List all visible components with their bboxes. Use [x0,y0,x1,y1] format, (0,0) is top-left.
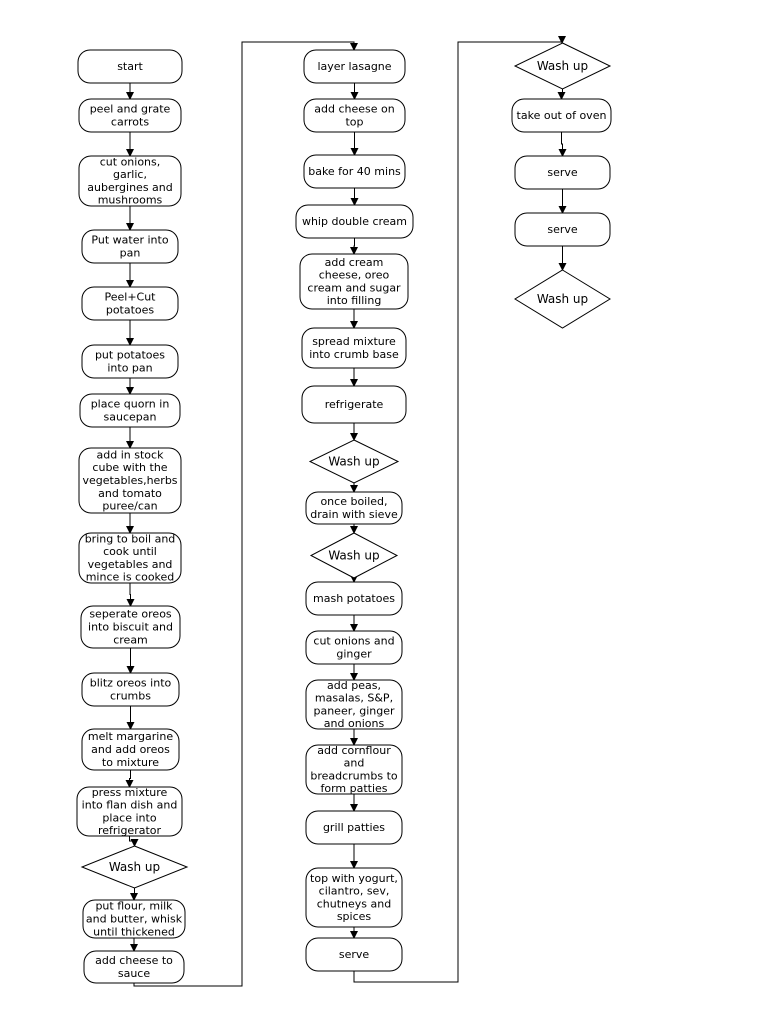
flow-arrow [562,89,563,99]
step-label-line: serve [547,166,578,179]
step-label-line: bake for 40 mins [308,165,401,178]
flow-step-c2n1 [304,50,405,83]
step-label-line: breadcrumbs to [310,769,398,783]
step-label-line: Wash up [108,860,161,874]
flow-step-c2n9 [306,492,402,524]
flow-arrow [562,132,563,156]
step-label-line: sauce [117,966,151,980]
step-label-line: cream [113,633,148,647]
step-label-line: melt margarine [87,730,174,744]
step-label-line: mushrooms [97,193,163,207]
step-label-line: saucepan [103,410,157,424]
step-label-line: until thickened [93,925,175,939]
step-label-line: into pan [107,361,153,375]
step-label-line: cilantro, sev, [318,884,390,898]
step-label-line: into flan dish and [81,798,178,812]
step-label-line: add cream [324,255,384,269]
step-label-line: and onions [323,717,385,731]
decision-c2n10 [311,533,397,578]
step-label-line: cut onions and [313,634,395,648]
step-label-line: refrigerator [97,824,162,838]
flow-step-c1n8 [79,448,181,513]
flow-step-c2n15 [306,811,402,844]
step-label-line: pan [119,246,141,260]
step-label-line: cheese, oreo [318,268,390,282]
flow-step-c2n2 [304,99,405,132]
step-label-line: bring to boil and [84,532,176,546]
flow-step-c2n11 [306,582,402,615]
flow-step-c2n12 [306,631,402,664]
step-label-line: refrigerate [324,398,384,411]
flow-step-c1n3 [79,155,181,206]
flow-arrow [134,888,135,900]
flow-step-c2n3 [304,155,405,188]
step-label-line: grill patties [322,821,386,834]
step-label-line: blitz oreos into [89,676,172,690]
step-label-line: potatoes [105,303,155,317]
flow-arrow [130,583,131,606]
step-label-line: top with yogurt, [310,871,398,885]
step-label-line: start [117,60,143,73]
flow-step-c2n17 [306,938,402,971]
flow-step-c2n13 [306,679,402,730]
flow-step-c2n5 [300,254,408,309]
step-label-line: serve [338,948,370,961]
flow-step-c1n5 [82,287,178,320]
step-label-line: serve [547,223,578,236]
flow-step-c3n3 [515,156,610,189]
flow-arrow [130,770,131,787]
decision-c3n5 [515,270,610,328]
flow-step-c2n14 [306,744,402,795]
flow-step-c2n7 [302,386,406,423]
flow-step-c1n2 [79,99,181,132]
step-label-line: paneer, ginger [313,704,395,718]
step-label-line: take out of oven [516,109,607,122]
flow-step-c1n13 [77,786,182,837]
flow-step-c2n16 [306,868,402,927]
step-label-line: form patties [320,782,388,796]
flow-step-c1n11 [82,673,179,706]
decision-c2n8 [310,440,398,483]
flow-step-c2n4 [296,205,413,238]
step-label-line: and butter, whisk [85,912,183,926]
step-label-line: add in stock [96,448,164,462]
step-label-line: add cornflour [317,743,391,757]
flow-step-c1n6 [82,345,178,378]
step-label-line: put potatoes [94,348,166,362]
flow-step-c3n2 [512,99,611,132]
step-label-line: Wash up [536,59,589,73]
step-label-line: into crumb base [309,347,399,361]
step-label-line: and add oreos [91,743,170,756]
step-label-line: into filling [326,294,382,308]
step-label-line: crumbs [110,689,151,703]
step-label-line: carrots [110,115,150,129]
step-label-line: place quorn in [90,397,170,411]
step-label-line: aubergines and [87,180,173,194]
step-label-line: Peel+Cut [104,290,156,304]
step-label-line: and [343,756,365,770]
step-label-line: cream and sugar [307,281,401,295]
flow-steps [77,43,611,983]
step-label-line: Put water into [91,233,169,247]
step-label-line: add cheese on [314,102,395,116]
step-label-line: vegetables,herbs [82,474,178,487]
decision-c3n1 [515,43,610,89]
step-label-line: ginger [336,647,372,661]
step-label-line: garlic, [113,168,147,182]
step-label-line: peel and grate [89,102,171,116]
step-label-line: puree/can [102,499,158,513]
flow-step-c1n7 [80,394,180,427]
step-label-line: cook until [103,545,157,559]
flow-step-c1n4 [82,230,178,263]
step-label-line: and tomato [98,486,162,500]
step-label-line: mince is cooked [85,570,175,584]
step-label-line: once boiled, [320,495,388,509]
step-label-line: drain with sieve [310,507,398,521]
step-label-line: top [345,115,364,129]
step-label-line: into biscuit and [88,620,173,634]
step-label-line: spread mixture [312,335,396,349]
step-label-line: Wash up [328,548,380,563]
flow-step-c3n4 [515,213,610,246]
step-label-line: press mixture [91,785,168,799]
step-label-line: masalas, S&P, [314,691,394,705]
step-label-line: to mixture [101,755,160,769]
flow-step-c2n6 [302,328,406,368]
flow-arrow [130,836,135,846]
step-label-line: chutneys and [316,897,392,911]
flow-step-c1n15 [83,900,185,939]
step-label-line: layer lasagne [317,60,392,73]
decision-c1n14 [82,846,187,888]
step-label-line: spices [336,910,372,924]
flow-arrow [354,238,355,254]
step-label-line: whip double cream [301,215,408,228]
step-label-line: Wash up [536,292,589,306]
step-label-line: seperate oreos [89,607,172,621]
step-label-line: put flour, milk [95,899,173,913]
flow-step-c1n10 [81,606,180,648]
flow-step-c1n12 [82,729,179,770]
step-label-line: cube with the [92,461,168,475]
step-label-line: cut onions, [99,155,161,169]
flow-step-c1n9 [79,532,181,583]
step-label-line: Wash up [328,454,380,469]
step-label-line: place into [102,811,157,825]
flow-step-c1n16 [84,951,184,983]
flow-step-c1n1 [78,50,182,83]
step-label-line: mash potatoes [313,592,395,605]
step-label-line: add peas, [327,678,381,692]
step-label-line: add cheese to [95,954,173,968]
step-label-line: vegetables and [87,557,173,571]
